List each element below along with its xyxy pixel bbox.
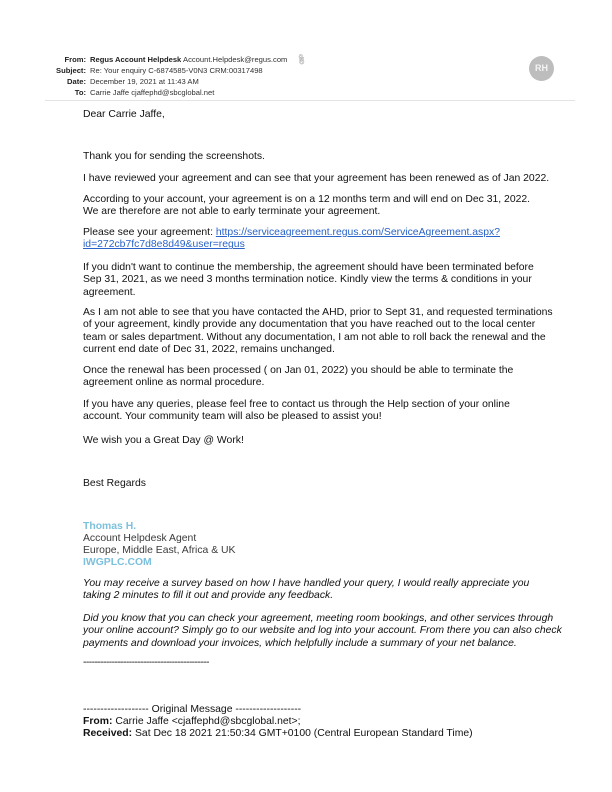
original-received-line bbox=[83, 728, 583, 740]
signature-website[interactable]: IWGPLC.COM bbox=[83, 557, 152, 568]
header-date-row bbox=[0, 76, 612, 87]
sender-email[interactable]: Account.Helpdesk@regus.com bbox=[183, 55, 288, 64]
subject-value: Re: Your enquiry C-6874585-V0N3 CRM:00317498 bbox=[90, 66, 263, 75]
separator-line: -------------------------------------------- bbox=[83, 657, 209, 668]
body-paragraph: If you have any queries, please feel free to contact us through the Help section of your online account. Your community team will also be pleased to assist you! bbox=[83, 399, 510, 423]
greeting: Dear Carrie Jaffe, bbox=[83, 109, 165, 120]
from-label: From: bbox=[64, 55, 86, 64]
original-from-label: From: bbox=[83, 716, 113, 727]
body-paragraph: If you didn't want to continue the membership, the agreement should have been terminated before Sep 31, 2021, as we need 3 months termination notice. Kindly view the terms & conditions in your agreement. bbox=[83, 262, 534, 298]
sender-name[interactable]: Regus Account Helpdesk bbox=[90, 55, 182, 64]
paperclip-icon[interactable]: 📎︎ bbox=[293, 52, 308, 67]
online-account-note: Did you know that you can check your agreement, meeting room bookings, and other services through your online account? Simply go to our website and log into your account. From there you can also check payments and download your invoices, which helpfully include a summary of your net balance. bbox=[83, 613, 562, 649]
from-value bbox=[90, 54, 306, 65]
header-divider bbox=[45, 100, 575, 101]
original-from-value: Carrie Jaffe <cjaffephd@sbcglobal.net>; bbox=[112, 716, 301, 727]
original-message-heading: ------------------- Original Message ------------------- bbox=[83, 704, 302, 715]
header-subject-row bbox=[0, 65, 612, 76]
subject-label: Subject: bbox=[56, 66, 86, 75]
body-paragraph: Thank you for sending the screenshots. bbox=[83, 151, 265, 162]
agreement-link-continued[interactable]: id=272cb7fc7d8e8d49&user=regus bbox=[83, 239, 245, 251]
original-from-line bbox=[83, 716, 553, 728]
header-to-row bbox=[0, 87, 612, 98]
to-value[interactable]: Carrie Jaffe cjaffephd@sbcglobal.net bbox=[90, 88, 215, 97]
sender-avatar: RH bbox=[529, 56, 554, 81]
signature-name: Thomas H. bbox=[83, 521, 137, 532]
body-paragraph: I have reviewed your agreement and can see that your agreement has been renewed as of Jan 2022. bbox=[83, 173, 550, 184]
body-paragraph: According to your account, your agreement is on a 12 months term and will end on Dec 31, 2022. We are therefore are not able to early terminate your agreement. bbox=[83, 194, 531, 218]
original-received-value: Sat Dec 18 2021 21:50:34 GMT+0100 (Central European Standard Time) bbox=[132, 728, 473, 739]
signature-region: Europe, Middle East, Africa & UK bbox=[83, 545, 236, 556]
signature-title: Account Helpdesk Agent bbox=[83, 533, 197, 544]
agreement-link[interactable]: https://serviceagreement.regus.com/ServiceAgreement.aspx? bbox=[215, 227, 501, 238]
agreement-prefix: Please see your agreement: bbox=[83, 227, 216, 238]
header-from-row bbox=[0, 54, 612, 65]
body-paragraph: We wish you a Great Day @ Work! bbox=[83, 435, 244, 446]
body-paragraph: Once the renewal has been processed ( on Jan 01, 2022) you should be able to terminate the agreement online as normal procedure. bbox=[83, 365, 514, 389]
survey-note: You may receive a survey based on how I have handled your query, I would really appreciate you taking 2 minutes to fill it out and provide any feedback. bbox=[83, 578, 530, 602]
closing: Best Regards bbox=[83, 478, 146, 489]
body-paragraph: As I am not able to see that you have contacted the AHD, prior to Sept 31, and requested terminations of your agreement, kindly provide any documentation that you have reached out to the local center team or sales department. Without any documentation, I am not able to roll back the renewal and the current end date of Dec 31, 2022, remains unchanged. bbox=[83, 307, 553, 356]
to-label: To: bbox=[74, 88, 86, 97]
original-received-label: Received: bbox=[83, 728, 133, 739]
agreement-paragraph bbox=[83, 227, 553, 252]
date-label: Date: bbox=[67, 77, 86, 86]
date-value: December 19, 2021 at 11:43 AM bbox=[90, 77, 199, 86]
